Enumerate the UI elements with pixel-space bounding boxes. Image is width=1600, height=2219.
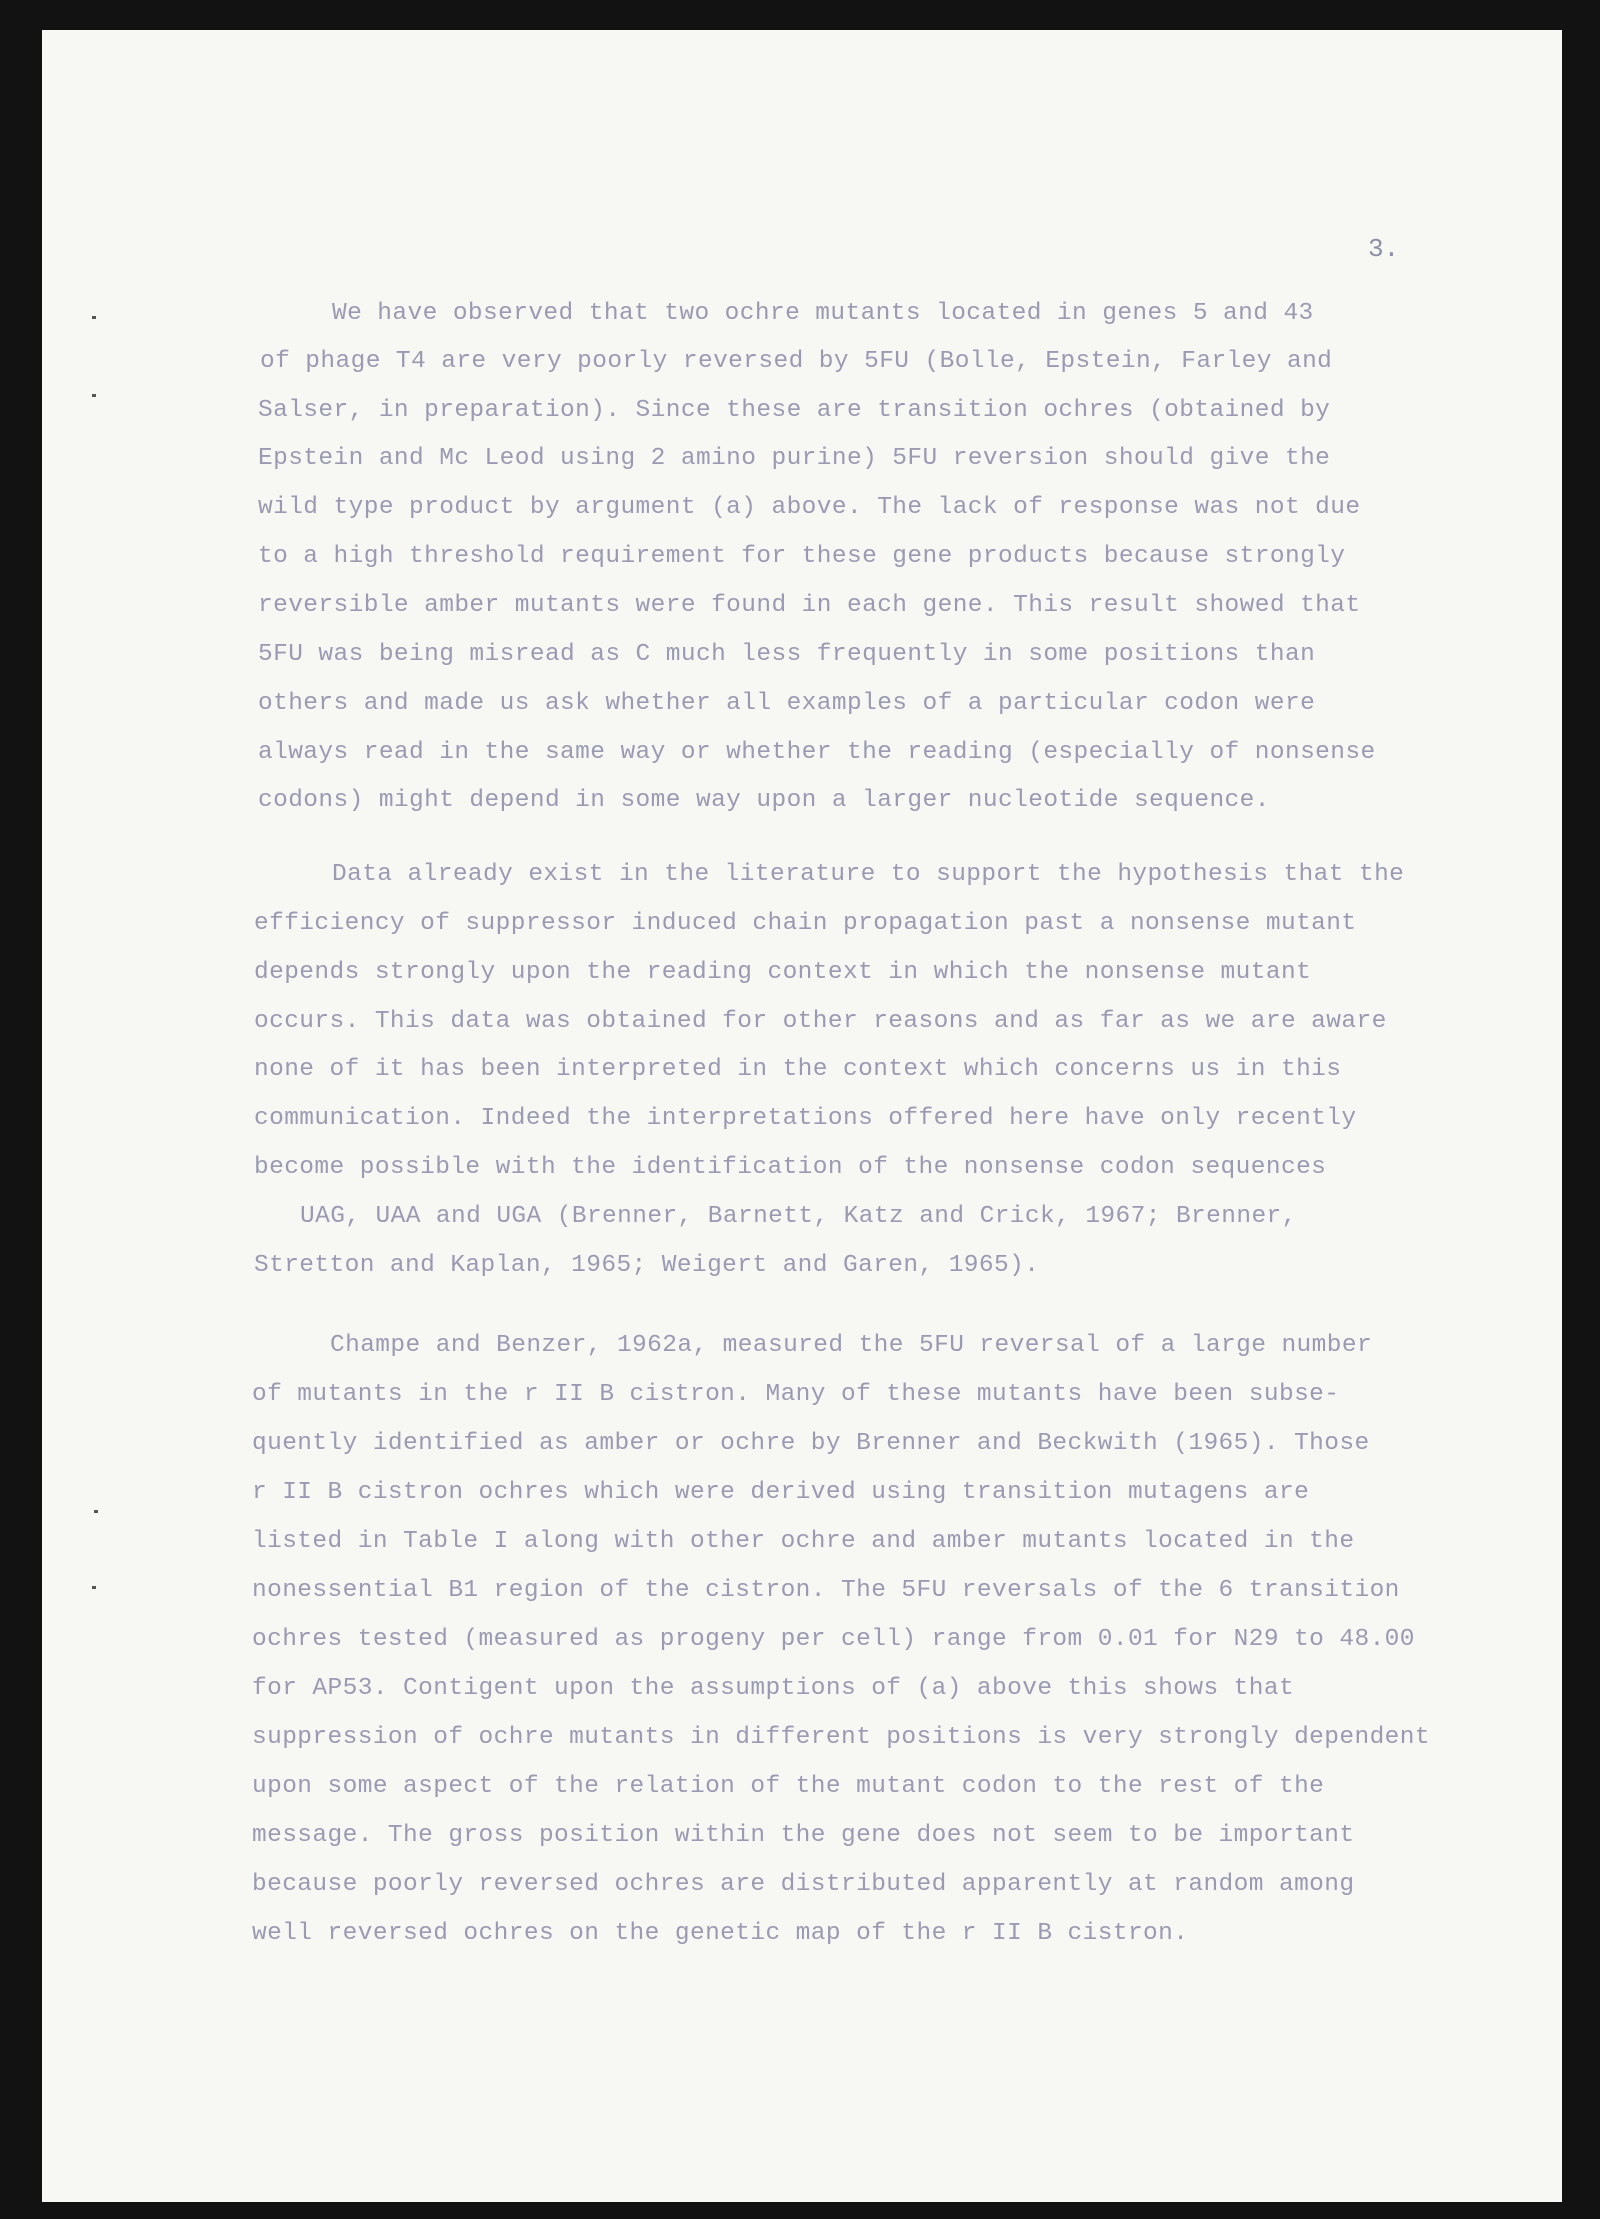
text-line: reversible amber mutants were found in each gene. This result showed that xyxy=(258,592,1361,619)
text-line: efficiency of suppressor induced chain propagation past a nonsense mutant xyxy=(254,910,1357,937)
text-line: well reversed ochres on the genetic map of the r II B cistron. xyxy=(252,1920,1189,1947)
text-line: listed in Table I along with other ochre and amber mutants located in the xyxy=(252,1528,1355,1555)
text-line: message. The gross position within the gene does not seem to be important xyxy=(252,1822,1355,1849)
margin-mark xyxy=(92,316,96,319)
text-line: Data already exist in the literature to support the hypothesis that the xyxy=(332,861,1405,888)
text-line: of mutants in the r II B cistron. Many of these mutants have been subse- xyxy=(252,1381,1340,1408)
text-line: Stretton and Kaplan, 1965; Weigert and Garen, 1965). xyxy=(254,1252,1040,1279)
text-line: suppression of ochre mutants in different positions is very strongly dependent xyxy=(252,1724,1430,1751)
margin-mark xyxy=(92,1586,96,1589)
text-line: UAG, UAA and UGA (Brenner, Barnett, Katz and Crick, 1967; Brenner, xyxy=(300,1203,1297,1230)
text-line: 5FU was being misread as C much less frequently in some positions than xyxy=(258,641,1316,668)
text-line: Champe and Benzer, 1962a, measured the 5FU reversal of a large number xyxy=(330,1332,1373,1359)
text-line: none of it has been interpreted in the context which concerns us in this xyxy=(254,1056,1342,1083)
text-line: We have observed that two ochre mutants located in genes 5 and 43 xyxy=(332,300,1314,327)
text-line: occurs. This data was obtained for other reasons and as far as we are aware xyxy=(254,1008,1387,1035)
text-line: always read in the same way or whether the reading (especially of nonsense xyxy=(258,739,1376,766)
text-line: for AP53. Contigent upon the assumptions of (a) above this shows that xyxy=(252,1675,1295,1702)
text-line: nonessential B1 region of the cistron. The 5FU reversals of the 6 transition xyxy=(252,1577,1400,1604)
text-line: because poorly reversed ochres are distributed apparently at random among xyxy=(252,1871,1355,1898)
text-line: Salser, in preparation). Since these are transition ochres (obtained by xyxy=(258,397,1331,424)
text-line: communication. Indeed the interpretations offered here have only recently xyxy=(254,1105,1357,1132)
page-number: 3. xyxy=(1368,234,1400,264)
text-line: become possible with the identification of the nonsense codon sequences xyxy=(254,1154,1327,1181)
text-line: of phage T4 are very poorly reversed by 5FU (Bolle, Epstein, Farley and xyxy=(260,348,1333,375)
text-line: upon some aspect of the relation of the mutant codon to the rest of the xyxy=(252,1773,1325,1800)
text-line: ochres tested (measured as progeny per cell) range from 0.01 for N29 to 48.00 xyxy=(252,1626,1415,1653)
margin-mark xyxy=(94,1510,98,1513)
document-page xyxy=(42,30,1562,2202)
text-line: Epstein and Mc Leod using 2 amino purine) 5FU reversion should give the xyxy=(258,445,1331,472)
text-line: wild type product by argument (a) above. The lack of response was not due xyxy=(258,494,1361,521)
text-line: quently identified as amber or ochre by Brenner and Beckwith (1965). Those xyxy=(252,1430,1370,1457)
text-line: r II B cistron ochres which were derived using transition mutagens are xyxy=(252,1479,1310,1506)
margin-mark xyxy=(92,394,96,397)
text-line: to a high threshold requirement for these gene products because strongly xyxy=(258,543,1346,570)
text-line: codons) might depend in some way upon a larger nucleotide sequence. xyxy=(258,787,1270,814)
text-line: depends strongly upon the reading context in which the nonsense mutant xyxy=(254,959,1312,986)
text-line: others and made us ask whether all examples of a particular codon were xyxy=(258,690,1316,717)
